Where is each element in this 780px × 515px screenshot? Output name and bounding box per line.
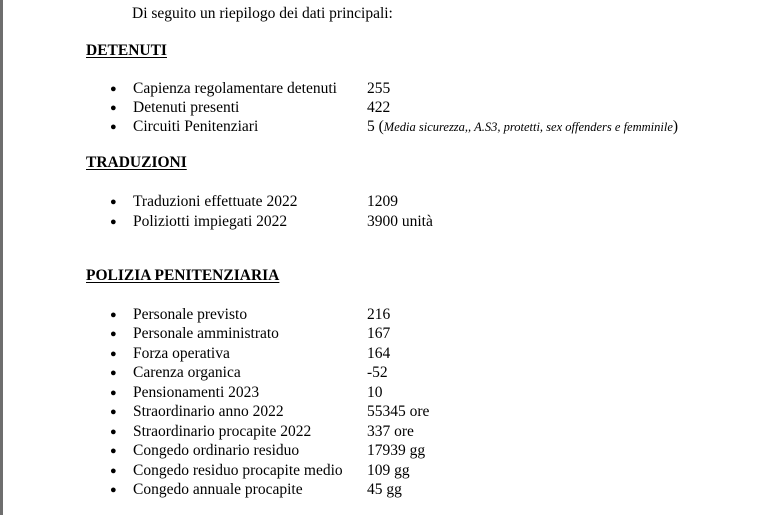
item-note: Media sicurezza,, A.S3, protetti, sex offenders e femminile [383,120,673,134]
item-label: Poliziotti impiegati 2022 [133,213,288,230]
item-label: Straordinario procapite 2022 [133,423,312,440]
bullet-icon: ● [110,426,117,438]
bullet-icon: ● [110,387,117,399]
bullet-icon: ● [110,348,117,360]
item-value-composite [367,117,678,137]
bullet-icon: ● [110,328,117,340]
item-label: Traduzioni effettuate 2022 [133,193,298,210]
item-label: Pensionamenti 2023 [133,384,260,401]
bullet-icon: ● [110,83,117,95]
item-value: 337 ore [367,423,414,440]
item-value: 5 ( [367,118,384,135]
bullet-icon: ● [110,196,117,208]
item-label: Capienza regolamentare detenuti [133,80,337,97]
item-value: 109 gg [367,462,410,479]
bullet-icon: ● [110,465,117,477]
item-label: Congedo residuo procapite medio [133,462,343,479]
item-value-suffix: ) [672,118,679,135]
item-value: 55345 ore [367,403,430,420]
item-value: -52 [367,364,388,381]
bullet-icon: ● [110,121,117,133]
section-heading-detenuti: DETENUTI [86,42,167,59]
intro-text: Di seguito un riepilogo dei dati principali: [132,5,393,22]
item-label: Carenza organica [133,364,241,381]
item-label: Congedo annuale procapite [133,481,303,498]
section-heading-traduzioni: TRADUZIONI [86,154,187,171]
item-value: 17939 gg [367,442,426,459]
item-value: 10 [367,384,383,401]
item-value: 167 [367,325,391,342]
item-label: Straordinario anno 2022 [133,403,284,420]
bullet-icon: ● [110,445,117,457]
item-label: Personale previsto [133,306,248,323]
bullet-icon: ● [110,102,117,114]
bullet-icon: ● [110,367,117,379]
item-value: 255 [367,80,391,97]
bullet-icon: ● [110,309,117,321]
item-label: Forza operativa [133,345,230,362]
item-value: 3900 unità [367,213,433,230]
item-label: Personale amministrato [133,325,279,342]
bullet-icon: ● [110,406,117,418]
item-label: Detenuti presenti [133,99,240,116]
bullet-icon: ● [110,484,117,496]
page-edge [0,0,3,515]
section-heading-polizia-penitenziaria: POLIZIA PENITENZIARIA [86,267,280,284]
bullet-icon: ● [110,216,117,228]
item-value: 45 gg [367,481,402,498]
item-label: Congedo ordinario residuo [133,442,300,459]
item-value: 164 [367,345,391,362]
item-value: 216 [367,306,391,323]
item-label: Circuiti Penitenziari [133,118,259,135]
item-value: 422 [367,99,391,116]
item-value: 1209 [367,193,398,210]
